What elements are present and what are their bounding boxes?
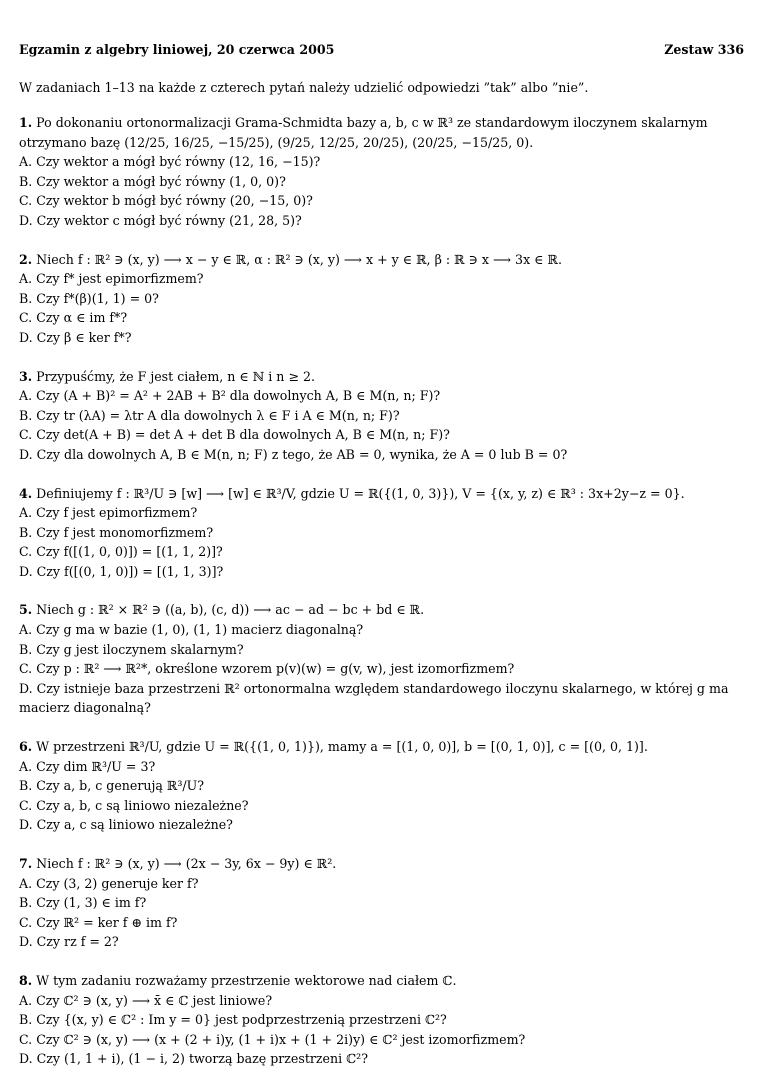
question-b: B. Czy f jest monomorfizmem? — [19, 524, 214, 540]
question-c: C. Czy p : ℝ² ⟶ ℝ²*, określone wzorem p(v)(w) = g(v, w), jest izomorfizmem? — [19, 661, 515, 677]
problem-3 — [19, 367, 744, 465]
question-a: A. Czy f jest epimorfizmem? — [19, 505, 198, 521]
problem-stem: 3. Przypuśćmy, że F jest ciałem, n ∈ ℕ i n ≥ 2. — [19, 368, 315, 384]
problem-4 — [19, 484, 744, 582]
question-a: A. Czy ℂ² ∋ (x, y) ⟶ x̄ ∈ ℂ jest liniowe? — [19, 992, 273, 1008]
question-a: A. Czy (3, 2) generuje ker f? — [19, 875, 199, 891]
problem-2 — [19, 250, 744, 348]
question-c: C. Czy det(A + B) = det A + det B dla dowolnych A, B ∈ M(n, n; F)? — [19, 427, 450, 443]
question-b: B. Czy {(x, y) ∈ ℂ² : Im y = 0} jest podprzestrzenią przestrzeni ℂ²? — [19, 1012, 447, 1028]
question-a: A. Czy f* jest epimorfizmem? — [19, 271, 204, 287]
question-b: B. Czy (1, 3) ∈ im f? — [19, 895, 147, 911]
problem-1 — [19, 113, 744, 231]
question-c: C. Czy wektor b mógł być równy (20, −15, 0)? — [19, 193, 313, 209]
question-c: C. Czy f([(1, 0, 0)]) = [(1, 1, 2)]? — [19, 544, 223, 560]
question-d: D. Czy (1, 1 + i), (1 − i, 2) tworzą bazę przestrzeni ℂ²? — [19, 1051, 368, 1067]
instructions: W zadaniach 1–13 na każde z czterech pytań należy udzielić odpowiedzi ”tak” albo ”nie”. — [19, 80, 589, 95]
question-b: B. Czy a, b, c generują ℝ³/U? — [19, 778, 205, 794]
question-a: A. Czy (A + B)² = A² + 2AB + B² dla dowolnych A, B ∈ M(n, n; F)? — [19, 388, 441, 404]
exam-header — [19, 40, 744, 60]
problem-stem: 8. W tym zadaniu rozważamy przestrzenie wektorowe nad ciałem ℂ. — [19, 972, 457, 988]
question-d: D. Czy istnieje baza przestrzeni ℝ² ortonormalna względem standardowego iloczynu skalarnego, w której g ma macierz diagonalną? — [19, 680, 729, 716]
problem-5 — [19, 600, 744, 718]
problem-stem: 4. Definiujemy f : ℝ³/U ∋ [w] ⟶ [w] ∈ ℝ³/V, gdzie U = ℝ({(1, 0, 3)}), V = {(x, y, z) ∈ ℝ³ : 3x+2y−z = 0}. — [19, 485, 685, 501]
question-b: B. Czy f*(β)(1, 1) = 0? — [19, 290, 159, 306]
question-d: D. Czy dla dowolnych A, B ∈ M(n, n; F) z tego, że AB = 0, wynika, że A = 0 lub B = 0? — [19, 446, 568, 462]
question-c: C. Czy a, b, c są liniowo niezależne? — [19, 797, 249, 813]
question-d: D. Czy rz f = 2? — [19, 934, 119, 950]
question-d: D. Czy β ∈ ker f*? — [19, 329, 132, 345]
problem-6 — [19, 737, 744, 835]
question-c: C. Czy ℂ² ∋ (x, y) ⟶ (x + (2 + i)y, (1 + i)x + (1 + 2i)y) ∈ ℂ² jest izomorfizmem? — [19, 1031, 526, 1047]
question-c: C. Czy α ∈ im f*? — [19, 310, 128, 326]
problem-stem: 6. W przestrzeni ℝ³/U, gdzie U = ℝ({(1, 0, 1)}), mamy a = [(1, 0, 0)], b = [(0, 1, 0)], c = [(0, 0, 1)]. — [19, 739, 648, 755]
problem-stem: 5. Niech g : ℝ² × ℝ² ∋ ((a, b), (c, d)) ⟶ ac − ad − bc + bd ∈ ℝ. — [19, 602, 425, 618]
question-a: A. Czy wektor a mógł być równy (12, 16, −15)? — [19, 154, 321, 170]
question-d: D. Czy f([(0, 1, 0)]) = [(1, 1, 3)]? — [19, 563, 224, 579]
exam-title: Egzamin z algebry liniowej, 20 czerwca 2005 — [19, 42, 335, 57]
problem-8 — [19, 971, 744, 1069]
question-d: D. Czy a, c są liniowo niezależne? — [19, 817, 233, 833]
exam-set-number: Zestaw 336 — [664, 42, 744, 57]
question-a: A. Czy dim ℝ³/U = 3? — [19, 758, 156, 774]
question-b: B. Czy tr (λA) = λtr A dla dowolnych λ ∈ F i A ∈ M(n, n; F)? — [19, 407, 400, 423]
problem-stem: 7. Niech f : ℝ² ∋ (x, y) ⟶ (2x − 3y, 6x − 9y) ∈ ℝ². — [19, 856, 337, 871]
question-a: A. Czy g ma w bazie (1, 0), (1, 1) macierz diagonalną? — [19, 622, 364, 638]
question-b: B. Czy g jest iloczynem skalarnym? — [19, 641, 244, 657]
problem-list — [19, 113, 744, 1088]
question-d: D. Czy wektor c mógł być równy (21, 28, 5)? — [19, 212, 302, 228]
problem-stem: 2. Niech f : ℝ² ∋ (x, y) ⟶ x − y ∈ ℝ, α : ℝ² ∋ (x, y) ⟶ x + y ∈ ℝ, β : ℝ ∋ x ⟶ 3x ∈ ℝ. — [19, 251, 562, 267]
question-b: B. Czy wektor a mógł być równy (1, 0, 0)? — [19, 173, 286, 189]
problem-stem: 1. Po dokonaniu ortonormalizacji Grama-Schmidta bazy a, b, c w ℝ³ ze standardowym iloczynem skalarnym otrzymano bazę (12/25, 16/25, −15/25), (9/25, 12/25, 20/25), (20/25, −15/25, 0). — [19, 115, 708, 150]
problem-7 — [19, 854, 744, 952]
question-c: C. Czy ℝ² = ker f ⊕ im f? — [19, 914, 178, 930]
